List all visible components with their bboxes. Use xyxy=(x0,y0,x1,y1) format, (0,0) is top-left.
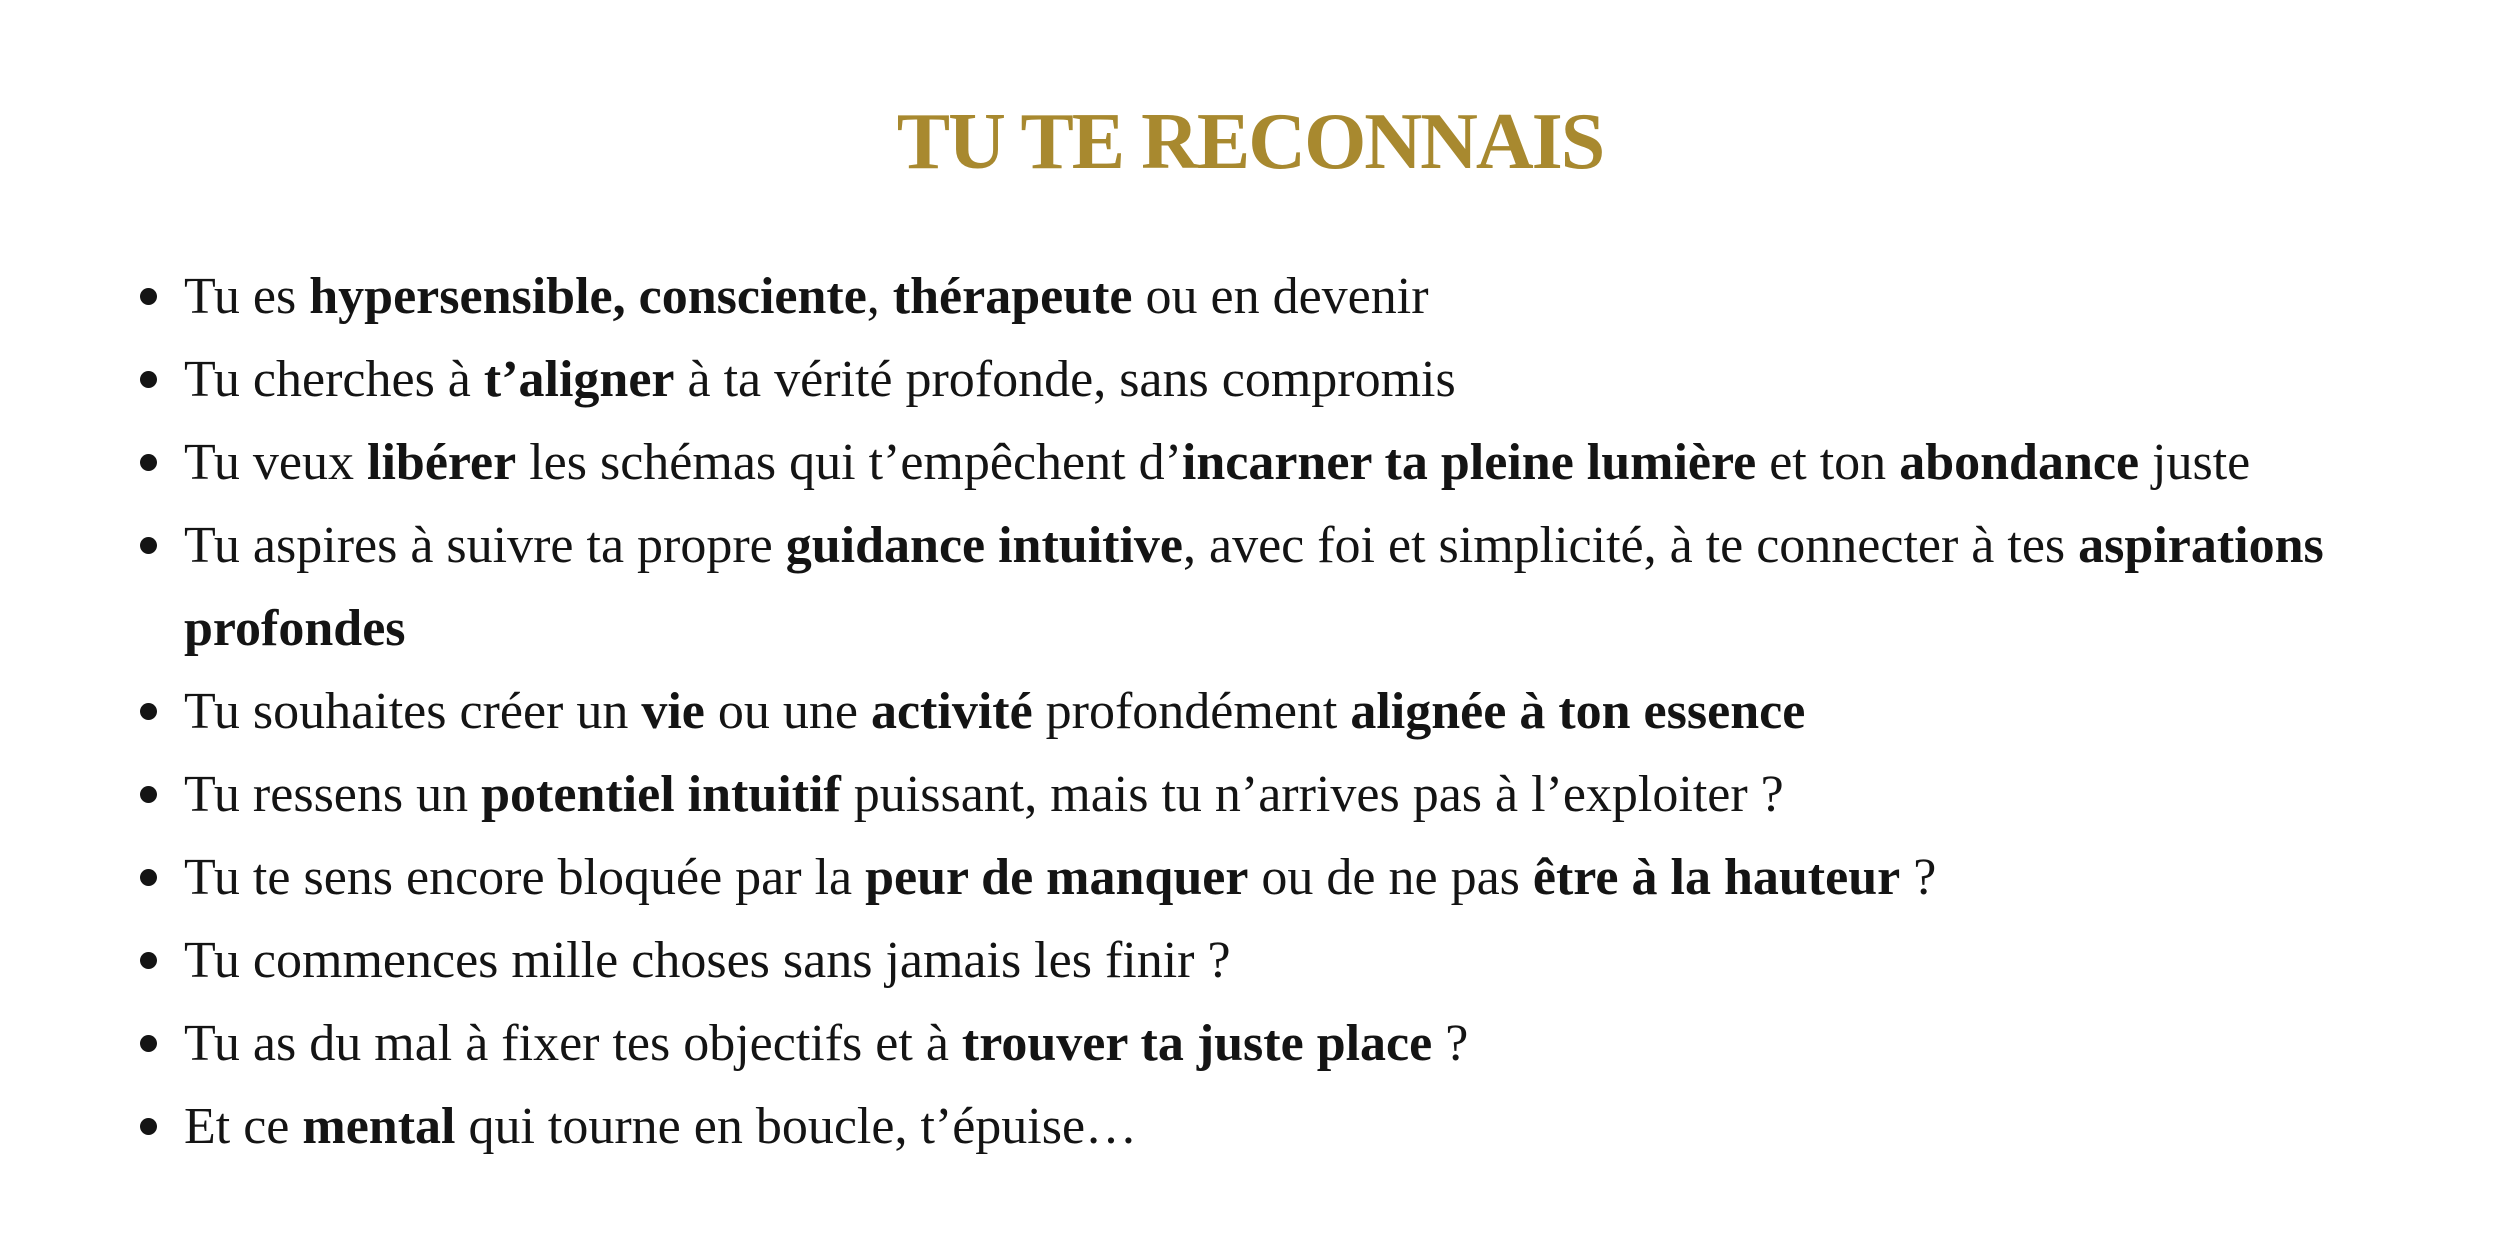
emphasis-text: vie xyxy=(641,683,705,740)
list-item xyxy=(138,753,2458,836)
body-text: ou de ne pas xyxy=(1248,849,1533,906)
body-text: et ton xyxy=(1756,434,1900,491)
emphasis-text: être à la hauteur xyxy=(1532,849,1901,906)
list-item xyxy=(138,670,2458,753)
bullet-dot-icon xyxy=(140,786,157,803)
body-text: à ta vérité profonde, sans compromis xyxy=(674,351,1456,408)
body-text: ? xyxy=(1900,849,1937,906)
bullet-dot-icon xyxy=(140,371,157,388)
list-item xyxy=(138,255,2458,338)
body-text: ou en devenir xyxy=(1132,268,1429,325)
body-text: qui tourne en boucle, t’épuise… xyxy=(455,1098,1138,1155)
emphasis-text: incarner ta pleine lumière xyxy=(1181,434,1757,491)
page-title-text: TU TE RECONNAIS xyxy=(896,98,1604,186)
body-text: Tu te sens encore bloquée par la xyxy=(184,849,866,906)
emphasis-text: activité xyxy=(870,683,1033,740)
emphasis-text: libérer xyxy=(367,434,517,491)
body-text: Et ce xyxy=(184,1098,303,1155)
list-item xyxy=(138,421,2458,504)
body-text: Tu commences mille choses sans jamais les finir ? xyxy=(184,932,1231,989)
body-text: Tu souhaites créer un xyxy=(184,683,642,740)
list-item xyxy=(138,1002,2458,1085)
bullet-dot-icon xyxy=(140,454,157,471)
list-item xyxy=(138,338,2458,421)
body-text: les schémas qui t’empêchent d’ xyxy=(516,434,1182,491)
bullet-dot-icon xyxy=(140,1035,157,1052)
list-item xyxy=(138,836,2458,919)
emphasis-text: aspirations profondes xyxy=(184,517,2324,657)
emphasis-text: hypersensible, consciente xyxy=(309,268,867,325)
body-text: ? xyxy=(1432,1015,1469,1072)
bullet-dot-icon xyxy=(140,1118,157,1135)
bullet-dot-icon xyxy=(140,537,157,554)
bullet-dot-icon xyxy=(140,869,157,886)
body-text: Tu aspires à suivre ta propre xyxy=(184,517,786,574)
list-item xyxy=(138,919,2458,1002)
emphasis-text: t’aligner xyxy=(483,351,675,408)
list-item xyxy=(138,504,2424,670)
page-title xyxy=(0,92,2500,192)
emphasis-text: abondance xyxy=(1899,434,2140,491)
body-text: ou une xyxy=(704,683,871,740)
body-text: , avec foi et simplicité, à te connecter à tes xyxy=(1183,517,2079,574)
body-text: Tu cherches à xyxy=(184,351,484,408)
body-text: , xyxy=(866,268,893,325)
bullet-list xyxy=(138,255,2458,1168)
body-text: profondément xyxy=(1032,683,1351,740)
bullet-dot-icon xyxy=(140,952,157,969)
emphasis-text: guidance intuitive xyxy=(785,517,1183,574)
emphasis-text: thérapeute xyxy=(892,268,1133,325)
bullet-dot-icon xyxy=(140,703,157,720)
bullet-dot-icon xyxy=(140,288,157,305)
body-text: Tu as du mal à fixer tes objectifs et à xyxy=(184,1015,962,1072)
body-text: Tu es xyxy=(184,268,310,325)
body-text: juste xyxy=(2139,434,2251,491)
body-text: Tu ressens un xyxy=(184,766,482,823)
list-item xyxy=(138,1085,2458,1168)
emphasis-text: trouver ta juste place xyxy=(961,1015,1433,1072)
body-text: Tu veux xyxy=(184,434,368,491)
emphasis-text: alignée à ton essence xyxy=(1350,683,1806,740)
emphasis-text: peur de manquer xyxy=(865,849,1249,906)
emphasis-text: mental xyxy=(302,1098,456,1155)
emphasis-text: potentiel intuitif xyxy=(481,766,841,823)
body-text: puissant, mais tu n’arrives pas à l’exploiter ? xyxy=(840,766,1784,823)
